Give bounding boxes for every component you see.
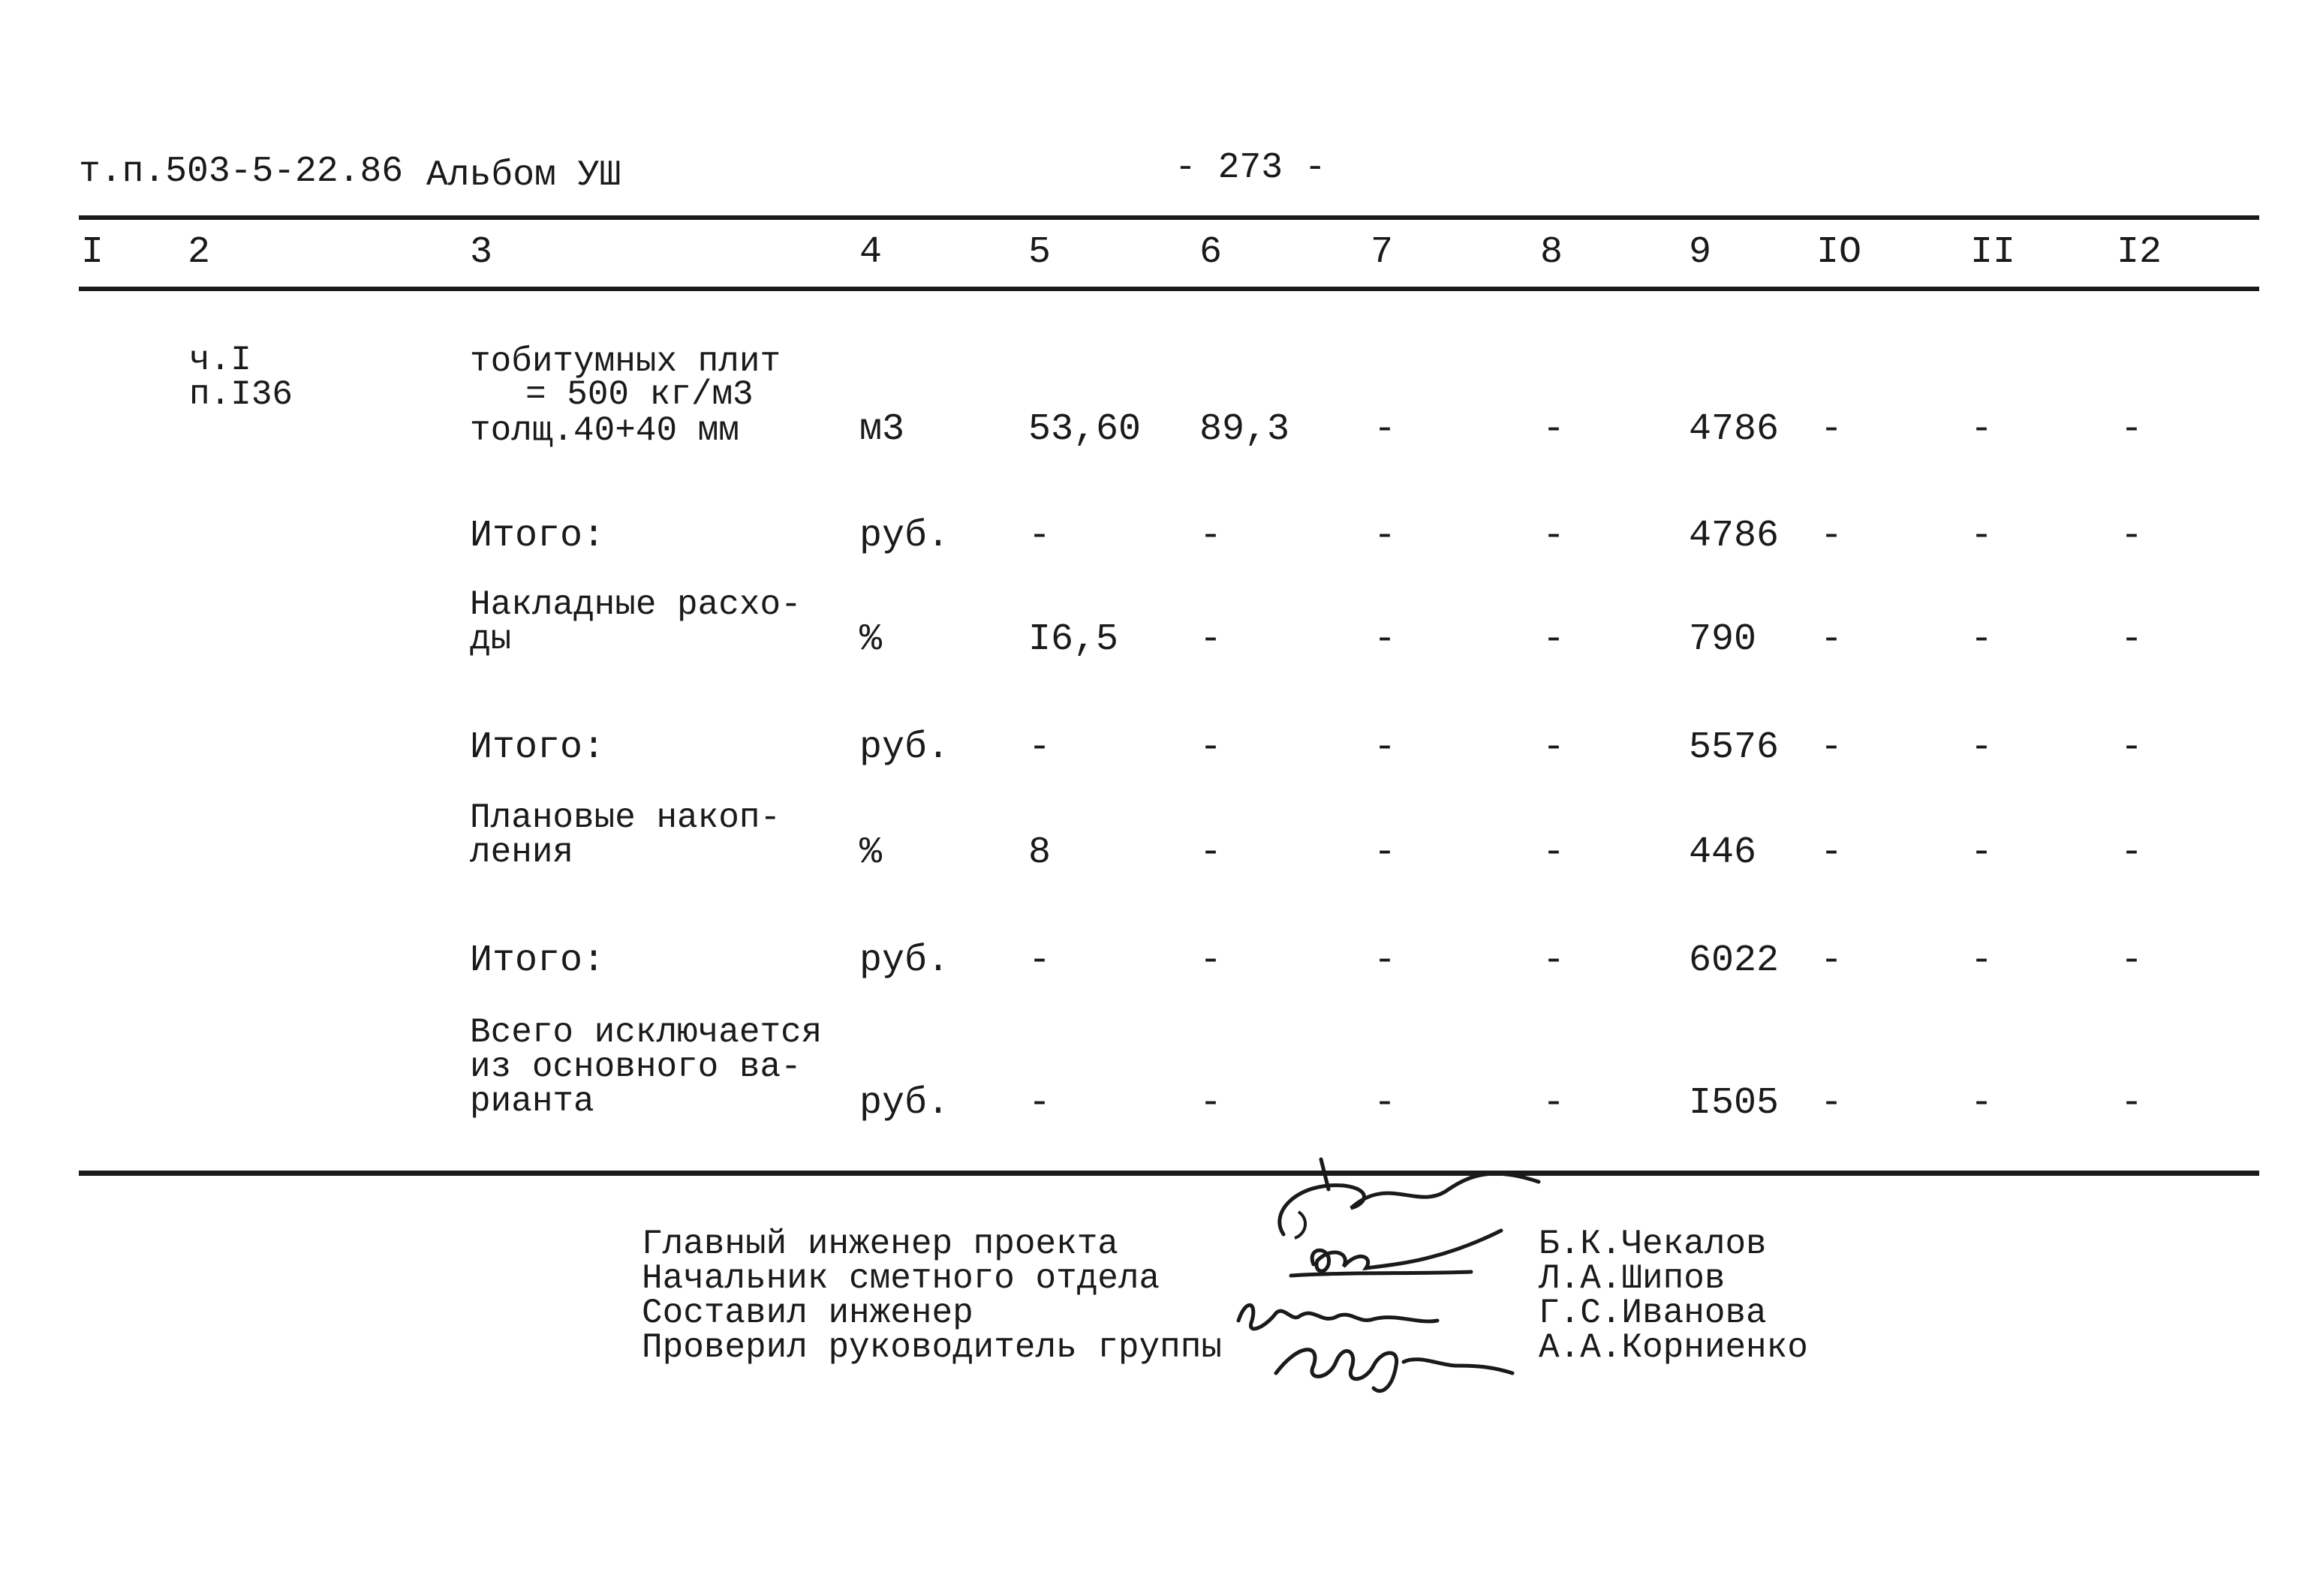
row-description: Итого: [470,726,606,769]
cell-c12: - [2120,939,2144,982]
cell-c7: - [1374,939,1397,982]
row-unit: % [859,831,883,874]
cell-c9: 4786 [1689,408,1780,451]
row-unit: руб. [859,515,950,558]
signature-name: Л.А.Шипов [1539,1259,1726,1298]
bottom-rule [79,1171,2259,1176]
top-rule [79,215,2259,220]
cell-c11: - [1970,726,1994,769]
cell-c9: 4786 [1689,515,1780,558]
cell-c12: - [2120,618,2144,661]
cell-c12: - [2120,515,2144,558]
row-unit: руб. [859,726,950,769]
cell-c7: - [1374,515,1397,558]
cell-c7: - [1374,726,1397,769]
cell-c11: - [1970,939,1994,982]
cell-c9: 446 [1689,831,1757,874]
column-number: I2 [2117,231,2162,274]
cell-c7: - [1374,618,1397,661]
cell-c11: - [1970,408,1994,451]
album-label: Альбом УШ [426,155,621,196]
row-description: рианта [470,1082,594,1121]
signature-role: Составил инженер [642,1294,973,1333]
cell-c8: - [1542,408,1566,451]
cell-c10: - [1820,726,1843,769]
column-number: 7 [1371,231,1394,274]
handwritten-signature [1268,1321,1516,1407]
cell-c5: 53,60 [1028,408,1142,451]
column-number: 5 [1028,231,1052,274]
row-description: ды [470,620,512,659]
cell-c5: - [1028,1082,1052,1125]
page-number: - 273 - [1175,148,1326,188]
column-number: 4 [859,231,883,274]
row-description: Плановые накоп- [470,798,781,837]
cell-c7: - [1374,831,1397,874]
column-number: 8 [1540,231,1563,274]
cell-c8: - [1542,831,1566,874]
cell-c9: 790 [1689,618,1757,661]
cell-c8: - [1542,726,1566,769]
signature-role: Главный инженер проекта [642,1225,1118,1264]
cell-c8: - [1542,939,1566,982]
reference-line-2: п.I36 [189,375,293,414]
cell-c5: 8 [1028,831,1052,874]
cell-c11: - [1970,1082,1994,1125]
column-number: II [1970,231,2016,274]
cell-c10: - [1820,939,1843,982]
cell-c10: - [1820,618,1843,661]
cell-c6: - [1199,726,1223,769]
cell-c12: - [2120,831,2144,874]
row-description: Итого: [470,939,606,982]
cell-c6: - [1199,831,1223,874]
cell-c6: - [1199,618,1223,661]
cell-c8: - [1542,618,1566,661]
column-number: 3 [470,231,493,274]
cell-c7: - [1374,1082,1397,1125]
cell-c6: 89,3 [1199,408,1290,451]
row-description: ления [470,833,574,872]
cell-c10: - [1820,1082,1843,1125]
cell-c6: - [1199,1082,1223,1125]
reference-line-1: ч.I [189,341,251,380]
signature-name: А.А.Корниенко [1539,1328,1808,1367]
column-number: IO [1816,231,1862,274]
cell-c9: 6022 [1689,939,1780,982]
cell-c9: 5576 [1689,726,1780,769]
row-unit: % [859,618,883,661]
row-description: Итого: [470,515,606,558]
row-unit: м3 [859,408,905,451]
signature-role: Проверил руководитель группы [642,1328,1222,1367]
document-reference: т.п.503-5-22.86 [79,152,404,192]
cell-c11: - [1970,515,1994,558]
cell-c5: - [1028,726,1052,769]
column-header-rule [79,287,2259,291]
column-number: 2 [188,231,211,274]
signature-role: Начальник сметного отдела [642,1259,1160,1298]
row-unit: руб. [859,939,950,982]
row-description: толщ.40+40 мм [470,411,739,450]
cell-c5: - [1028,939,1052,982]
signature-name: Б.К.Чекалов [1539,1225,1767,1264]
cell-c5: I6,5 [1028,618,1119,661]
cell-c11: - [1970,618,1994,661]
row-description: = 500 кг/м3 [525,375,754,414]
cell-c9: I505 [1689,1082,1780,1125]
column-number: 6 [1199,231,1223,274]
column-number: I [81,231,104,274]
cell-c5: - [1028,515,1052,558]
cell-c8: - [1542,515,1566,558]
cell-c7: - [1374,408,1397,451]
cell-c6: - [1199,939,1223,982]
cell-c12: - [2120,726,2144,769]
cell-c10: - [1820,515,1843,558]
row-description: Всего исключается [470,1013,823,1052]
signature-name: Г.С.Иванова [1539,1294,1767,1333]
row-description: тобитумных плит [470,342,781,381]
column-number: 9 [1689,231,1712,274]
cell-c6: - [1199,515,1223,558]
cell-c12: - [2120,408,2144,451]
row-description: из основного ва- [470,1047,802,1087]
cell-c8: - [1542,1082,1566,1125]
cell-c11: - [1970,831,1994,874]
row-unit: руб. [859,1082,950,1125]
cell-c10: - [1820,408,1843,451]
cell-c10: - [1820,831,1843,874]
row-description: Накладные расхо- [470,585,802,624]
cell-c12: - [2120,1082,2144,1125]
